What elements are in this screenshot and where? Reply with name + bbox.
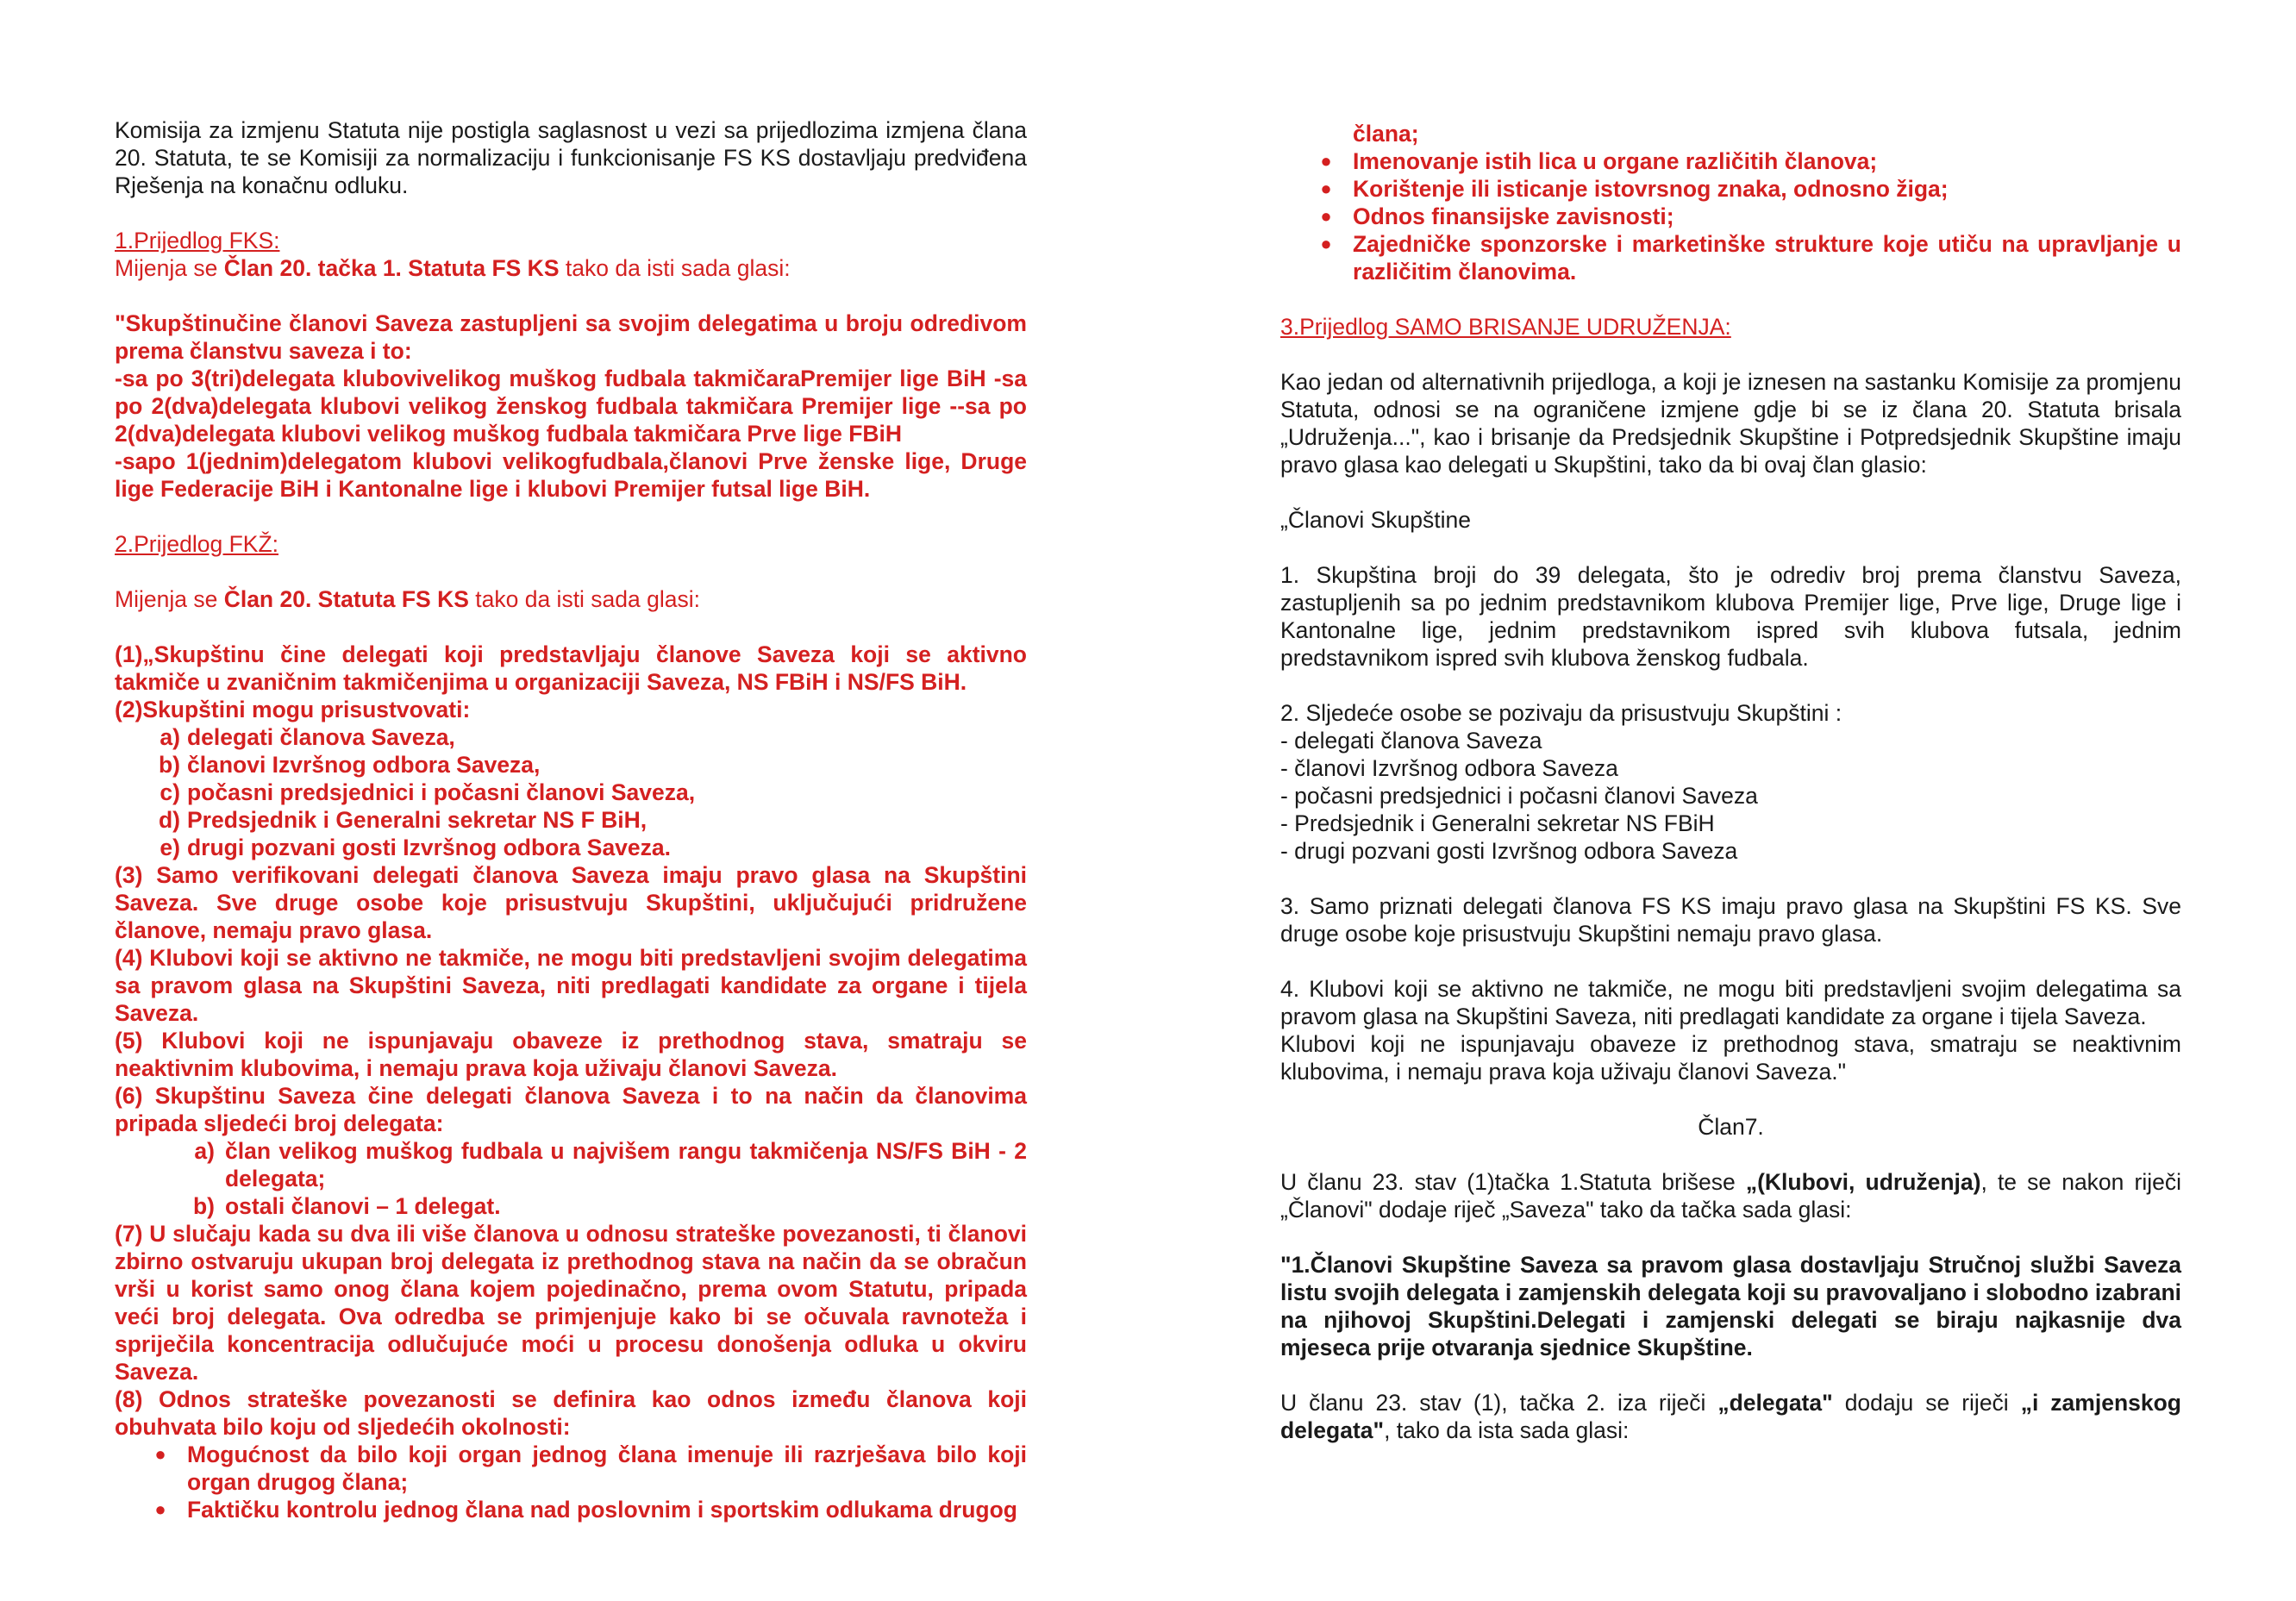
stav-1: (1)„Skupštinu čine delegati koji predstavljaju članove Saveza koji se aktivno takmiče u zvaničnim takmičenjima u organizaciji Saveza, NS FBiH i NS/FS BiH. [115,641,1027,695]
list-item: b) članovi Izvršnog odbora Saveza, [158,752,541,778]
stav-8: (8) Odnos strateške povezanosti se definira kao odnos između članova koji obuhvata bilo koju od sljedećih okolnosti: [115,1386,1027,1440]
list-item: b) ostali članovi – 1 delegat. [192,1193,501,1219]
proposal-2-intro-a: Mijenja se [115,586,218,612]
clause-2-item: - Predsjednik i Generalni sekretar NS FBiH [1280,810,1715,836]
continuation-text: člana; [1353,121,1419,147]
list-item: ● Zajedničke sponzorske i marketinške strukture koje utiču na upravljanje u različitim članovima. [1313,230,2181,285]
stav-8-list [115,1441,1027,1523]
clause-4: 4. Klubovi koji se aktivno ne takmiče, ne mogu biti predstavljeni svojim delegatima sa pravom glasa na Skupštini Saveza, niti predlagati kandidate za organe i tijela Saveza. Klubovi koji ne ispunjavaju obaveze iz prethodnog stava, smatraju se neaktivnim klubovima, i nemaju prava koja uživaju članovi Saveza." [1280,976,2181,1085]
proposal-1-intro-b: Član 20. tačka 1. Statuta FS KS [223,255,560,281]
stav-4: (4) Klubovi koji se aktivno ne takmiče, ne mogu biti predstavljeni svojim delegatima sa pravom glasa na Skupštini Saveza, niti predlagati kandidate za organe i tijela Saveza. [115,945,1027,1026]
list-item: ● Mogućnost da bilo koji organ jednog člana imenuje ili razrješava bilo koji organ drugog člana; [147,1441,1027,1496]
list-item: ● Faktičku kontrolu jednog člana nad poslovnim i sportskim odlukama drugog [147,1496,1027,1523]
intro-paragraph: Komisija za izmjenu Statuta nije postigla saglasnost u vezi sa prijedlozima izmjena člana 20. Statuta, te se Komisiji za normalizaciju i funkcionisanje FS KS dostavljaju predviđena Rješenja na konačnu odluku. [115,117,1027,198]
list-item: ● Odnos finansijske zavisnosti; [1313,203,2181,230]
bullet-icon: ● [154,1498,166,1520]
proposal-2-heading: 2.Prijedlog FKŽ: [115,531,278,557]
clause-2-item: - članovi Izvršnog odbora Saveza [1280,755,1618,781]
clause-2: 2. Sljedeće osobe se pozivaju da prisustvuju Skupštini : [1280,700,1842,726]
stav-2: (2)Skupštini mogu prisustvovati: [115,697,471,722]
proposal-1-intro-a: Mijenja se [115,255,218,281]
proposal-2-body [115,641,1027,1523]
left-column [115,116,1027,1523]
list-item: c) počasni predsjednici i počasni članovi Saveza, [160,779,696,805]
article-7-title: Član7. [1698,1114,1764,1140]
stav-2-list [115,723,1027,861]
clause-1: 1. Skupština broji do 39 delegata, što je odrediv broj prema članstvu Saveza, zastupljenih sa po jednim predstavnikom klubova Premijer lige, Prve lige, Druge lige i Kantonalne lige, jednim predstavnikom ispred svih klubova futsala, jednim predstavnikom ispred svih klubova ženskog fudbala. [1280,562,2181,671]
stav-7: (7) U slučaju kada su dva ili više članova u odnosu strateške povezanosti, ti članovi zbirno ostvaruju ukupan broj delegata iz prethodnog stava na način da se obračun vrši u korist samo onog člana kojem pojedinačno, prema ovom Statutu, pripada veći broj delegata. Ova odredba se primjenjuje kako bi se očuvala ravnoteža i spriječila koncentracija odlučujuće moći u procesu donošenja odluka u okviru Saveza. [115,1221,1027,1385]
list-item: ● Korištenje ili isticanje istovrsnog znaka, odnosno žiga; [1313,175,2181,203]
clause-2-item: - drugi pozvani gosti Izvršnog odbora Saveza [1280,838,1738,864]
clause-3: 3. Samo priznati delegati članova FS KS imaju pravo glasa na Skupštini FS KS. Sve druge osobe koje prisustvuju Skupštini nemaju pravo glasa. [1280,893,2181,947]
list-item: e) drugi pozvani gosti Izvršnog odbora Saveza. [160,835,672,860]
stav-5: (5) Klubovi koji ne ispunjavaju obaveze iz prethodnog stava, smatraju se neaktivnim klubovima, i nemaju prava koja uživaju članovi Saveza. [115,1028,1027,1081]
bullet-icon: ● [1320,205,1332,227]
proposal-2-intro [115,585,1027,613]
list-item: ● Imenovanje istih lica u organe različitih članova; [1313,147,2181,175]
bullet-icon: ● [1320,178,1332,199]
clause-2-item: - počasni predsjednici i počasni članovi Saveza [1280,783,1758,809]
proposal-3-text: Kao jedan od alternativnih prijedloga, a koji je iznesen na sastanku Komisije za promjenu Statuta, odnosi se na ograničene izmjene gdje bi se iz člana 20. Statuta brisala „Udruženja...", kao i brisanje da Predsjednik Skupštine i Potpredsjednik Skupštine imaju pravo glasa kao delegati u Skupštini, tako da bi ovaj član glasio: [1280,369,2181,478]
bullet-icon: ● [1320,150,1332,172]
stav-6: (6) Skupštinu Saveza čine delegati članova Saveza i to na način da članovima pripada sljedeći broj delegata: [115,1083,1027,1136]
list-item: a) član velikog muškog fudbala u najvišem rangu takmičenja NS/FS BiH - 2 delegata; [194,1138,1027,1191]
stav-3: (3) Samo verifikovani delegati članova Saveza imaju pravo glasa na Skupštini Saveza. Sve druge osobe koje prisustvuju Skupštini, uključujući pridružene članove, nemaju pravo glasa. [115,862,1027,943]
stav-8-list-continued [1280,147,2181,285]
article-7-quote: "1.Članovi Skupštine Saveza sa pravom glasa dostavljaju Stručnoj službi Saveza listu svojih delegata i zamjenskih delegata koji su pravovaljano i slobodno izabrani na njihovoj Skupštini.Delegati i zamjenski delegati se biraju najkasnije dva mjeseca prije otvaranja sjednice Skupštine. [1280,1252,2181,1360]
bullet-icon: ● [154,1443,166,1465]
stav-8-continued [1280,120,2181,285]
quote-title: „Članovi Skupštine [1280,507,1471,533]
bullet-icon: ● [1320,233,1332,254]
proposal-1-text: "Skupštinučine članovi Saveza zastupljeni sa svojim delegatima u broju odredivom prema članstvu saveza i to: -sa po 3(tri)delegata klubovivelikog muškog fudbala takmičaraPremijer lige BiH -sa po 2(dva)delegata klubovi velikog ženskog fudbala takmičara Premijer lige --sa po 2(dva)delegata klubovi velikog muškog fudbala takmičara Prve lige FBiH -sapo 1(jednim)delegatom klubovi velikogfudbala,članovi Prve ženske lige, Druge lige Federacije BiH i Kantonalne lige i klubovi Premijer futsal lige BiH. [115,310,1027,502]
proposal-1-intro-c: tako da isti sada glasi: [565,255,791,281]
stav-6-list [115,1137,1027,1220]
proposal-1-heading: 1.Prijedlog FKS: [115,228,280,253]
article-7-para-1: U članu 23. stav (1)tačka 1.Statuta brišese „(Klubovi, udruženja), te se nakon riječi „Članovi" dodaje riječ „Saveza" tako da tačka sada glasi: [1280,1169,2181,1223]
right-column [1280,120,2181,1444]
proposal-3-heading: 3.Prijedlog SAMO BRISANJE UDRUŽENJA: [1280,314,1731,340]
proposal-2-intro-b: Član 20. Statuta FS KS [223,586,469,612]
article-7-para-2: U članu 23. stav (1), tačka 2. iza riječi „delegata" dodaju se riječi „i zamjenskog delegata", tako da ista sada glasi: [1280,1390,2181,1443]
list-item: d) Predsjednik i Generalni sekretar NS F BiH, [158,807,648,833]
proposal-1-intro [115,254,1027,282]
clause-2-item: - delegati članova Saveza [1280,728,1542,754]
list-item: a) delegati članova Saveza, [160,724,455,750]
proposal-2-intro-c: tako da isti sada glasi: [475,586,700,612]
